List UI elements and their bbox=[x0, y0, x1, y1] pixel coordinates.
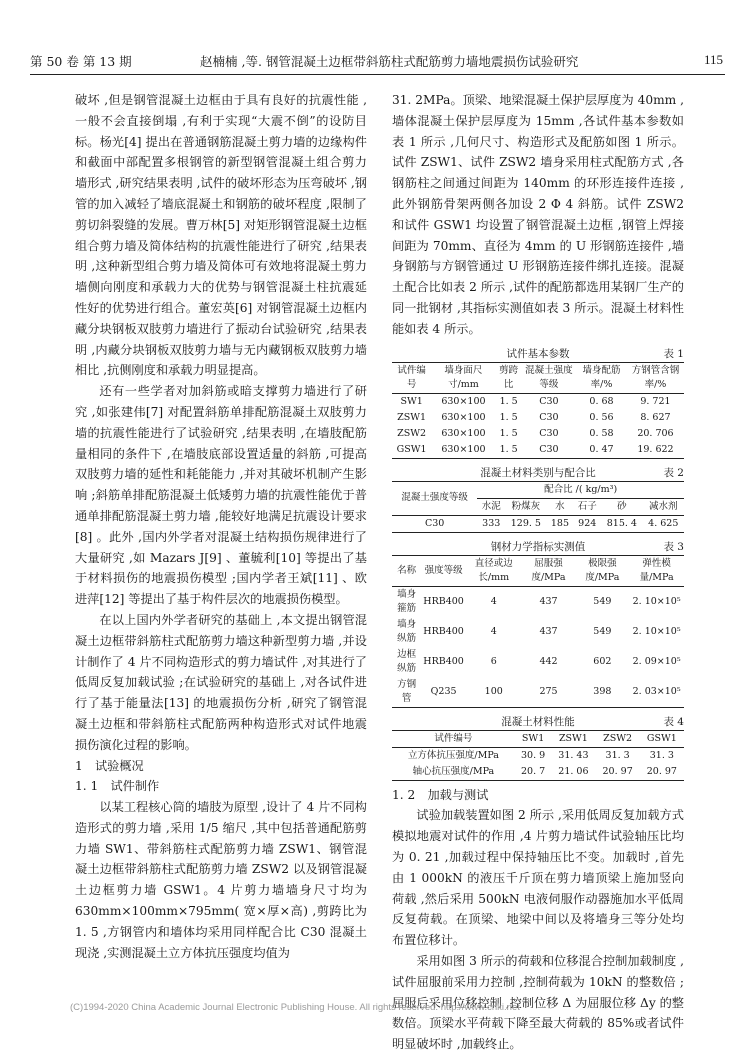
table-header: 混凝土强度等级 bbox=[522, 362, 576, 393]
table-header: SW1 bbox=[515, 730, 551, 747]
table-header: 减水剂 bbox=[643, 498, 684, 515]
table-3 bbox=[392, 539, 684, 708]
page-number: 115 bbox=[703, 52, 723, 67]
table-header: 砂 bbox=[601, 498, 642, 515]
table-header: 粉煤灰 bbox=[505, 498, 546, 515]
left-column bbox=[75, 90, 367, 963]
table-header: ZSW2 bbox=[596, 730, 640, 747]
table-header: 屈服强度/MPa bbox=[522, 555, 576, 586]
body-paragraph: 在以上国内外学者研究的基础上 ,本文提出钢管混凝土边框带斜筋柱式配筋剪力墙这种新型剪力墙 ,并设计制作了 4 片不同构造形式的剪力墙试件 ,对其进行了低周反复加载试验 ;在试验研究的基础上 ,对各试件进行了基于能量法[13] 的地震损伤分析 ,研究了钢管混凝土边框和带斜筋柱式配筋两种构造形式对试件地震损伤演化过程的影响。 bbox=[75, 612, 367, 752]
table-row: C30 333 129. 5 185 924 815. 4 4. 625 bbox=[392, 515, 684, 532]
right-column bbox=[392, 90, 684, 1055]
table-2 bbox=[392, 465, 684, 533]
table-caption: 混凝土材料类别与配合比 表 2 bbox=[480, 466, 684, 479]
body-paragraph: 31. 2MPa。顶梁、地梁混凝土保护层厚度为 40mm ,墙体混凝土保护层厚度为 15mm ,各试件基本参数如表 1 所示 ,几何尺寸、构造形式及配筋如图 1 所示。试件 ZSW1、试件 ZSW2 墙身采用柱式配筋方式 ,各钢筋柱之间通过间距为 140mm 的环形连接件连接 ,此外钢筋骨架两侧各加设 2 Φ 4 斜筋。试件 ZSW2 和试件 GSW1 均设置了钢管混凝土边框 ,钢管上焊接间距为 70mm、直径为 4mm 的 U 形钢筋连接件 ,墙身钢筋与方钢管通过 U 形钢筋连接件绑扎连接。混凝土配合比如表 2 所示 ,试件的配筋都选用某钢厂生产的同一批钢材 ,其指标实测值如表 3 所示。混凝土材料性能如表 4 所示。 bbox=[392, 93, 684, 336]
table-header: GSW1 bbox=[640, 730, 684, 747]
table-1 bbox=[392, 346, 684, 459]
table-header: 石子 bbox=[573, 498, 601, 515]
section-heading: 1 试验概况 bbox=[75, 758, 144, 773]
table-header: 极限强度/MPa bbox=[575, 555, 629, 586]
table-header: 墙身配筋率/% bbox=[576, 362, 627, 393]
table-header: 配合比 /( kg/m³) bbox=[477, 481, 684, 498]
table-header: 直径或边长/mm bbox=[466, 555, 522, 586]
table-header: 水泥 bbox=[477, 498, 505, 515]
body-paragraph: 采用如图 3 所示的荷载和位移混合控制加载制度 ,试件屈服前采用力控制 ,控制荷载为 10kN 的整数倍 ;屈服后采用位移控制 ,控制位移 Δ 为屈服位移 Δy 的整数倍。顶梁水平荷载下降至最大荷载的 85%或者试件明显破坏时 ,加载终止。 bbox=[392, 953, 684, 1052]
body-paragraph: 还有一些学者对加斜筋或暗支撑剪力墙进行了研究 ,如张建伟[7] 对配置斜筋单排配筋混凝土双肢剪力墙的抗震性能进行了试验研究 ,结果表明 ,在墙肢配筋量相同的条件下 ,在墙肢底部设置适量的斜筋 ,可提高双肢剪力墙的延性和耗能能力 ,并对其破坏机制产生影响 ;斜筋单排配筋混凝土低矮剪力墙的抗震性能优于普通单排配筋混凝土剪力墙 ,能较好地满足抗震设计要求[8] 。此外 ,国内外学者对混凝土结构损伤规律进行了大量研究 ,如 Mazars J[9] 、董毓利[10] 等提出了基于材料损伤的地震损伤模型 ;国内学者王斌[11] 、欧进萍[12] 等提出了基于构件层次的地震损伤模型。 bbox=[75, 384, 367, 607]
table-header: 强度等级 bbox=[421, 555, 466, 586]
table-header: 名称 bbox=[392, 555, 421, 586]
table-row: GSW1 630×100 1. 5 C30 0. 47 19. 622 bbox=[396, 443, 674, 455]
table-header: 剪跨比 bbox=[496, 362, 522, 393]
table-header: 弹性模量/MPa bbox=[629, 555, 684, 586]
table-header: 试件编号 bbox=[392, 362, 431, 393]
body-paragraph: 试验加载装置如图 2 所示 ,采用低周反复加载方式模拟地震对试件的作用 ,4 片剪力墙试件试验轴压比均为 0. 21 ,加载过程中保持轴压比不变。加载时 ,首先由 1 000kN 的液压千斤顶在剪力墙顶梁上施加竖向荷载 ,然后采用 500kN 电液伺服作动器施加水平低周反复荷载。在顶梁、地梁中间以及将墙身三等分处均布置位移计。 bbox=[392, 808, 684, 948]
table-row: 边框纵筋 HRB400 6 442 602 2. 09×10⁵ bbox=[397, 648, 681, 674]
table-header: 方钢管含钢率/% bbox=[627, 362, 684, 393]
table-row: 方钢管 Q235 100 275 398 2. 03×10⁵ bbox=[397, 678, 681, 704]
subsection-heading: 1. 2 加载与测试 bbox=[392, 787, 489, 802]
table-row: 立方体抗压强度/MPa 30. 9 31. 43 31. 3 31. 3 bbox=[407, 749, 674, 761]
copyright-footer: (C)1994-2020 China Academic Journal Electronic Publishing House. All rights reserved. http://www.cnki.net bbox=[70, 1002, 520, 1013]
journal-issue: 第 50 卷 第 13 期 bbox=[30, 54, 132, 69]
table-caption: 钢材力学指标实测值 表 3 bbox=[490, 540, 684, 553]
table-caption: 试件基本参数 表 1 bbox=[506, 347, 684, 360]
table-header: 水 bbox=[547, 498, 574, 515]
body-paragraph: 破坏 ,但是钢管混凝土边框由于具有良好的抗震性能 ,一般不会直接倒塌 ,有利于实现“大震不倒”的设防目标。杨光[4] 提出在普通钢筋混凝土剪力墙的边缘构件和截面中部配置多根钢管的新型钢管混凝土组合剪力墙形式 ,研究结果表明 ,试件的破坏形态为压弯破坏 ,钢管的加入减轻了墙底混凝土和钢筋的破坏程度 ,限制了剪切斜裂缝的发展。曹万林[5] 对矩形钢管混凝土边框组合剪力墙及简体结构的抗震性能进行了研究 ,结果表明 ,这种新型组合剪力墙及简体可有效地将混凝土剪力墙侧向刚度和承载力大的优势与钢管混凝土柱抗震延性好的优势进行组合。董宏英[6] 对钢管混凝土边框内藏分块钢板双肢剪力墙进行了振动台试验研究 ,结果表明 ,内藏分块钢板双肢剪力墙与无内藏钢板双肢剪力墙相比 ,抗侧刚度和承载力明显提高。 bbox=[75, 93, 367, 378]
subsection-heading: 1. 1 试件制作 bbox=[75, 779, 160, 794]
table-header: 混凝土强度等级 bbox=[401, 492, 468, 504]
running-header bbox=[30, 50, 725, 75]
body-paragraph: 以某工程核心筒的墙肢为原型 ,设计了 4 片不同构造形式的剪力墙 ,采用 1/5 缩尺 ,其中包括普通配筋剪力墙 SW1、带斜筋柱式配筋剪力墙 ZSW1、钢管混凝土边框带斜筋柱式配筋剪力墙 ZSW2 以及钢管混凝土边框剪力墙 GSW1。4 片剪力墙墙身尺寸均为 630mm×100mm×795mm( 宽×厚×高) ,剪跨比为 1. 5 ,方钢管内和墙体均采用同样配合比 C30 混凝土现浇 ,实测混凝土立方体抗压强度均值为 bbox=[75, 800, 367, 960]
table-row: 墙身箍筋 HRB400 4 437 549 2. 10×10⁵ bbox=[397, 588, 681, 614]
table-row: 轴心抗压强度/MPa 20. 7 21. 06 20. 97 20. 97 bbox=[412, 765, 677, 777]
table-header: ZSW1 bbox=[551, 730, 595, 747]
table-row: SW1 630×100 1. 5 C30 0. 68 9. 721 bbox=[400, 395, 671, 407]
table-header: 试件编号 bbox=[392, 730, 515, 747]
table-row: ZSW2 630×100 1. 5 C30 0. 58 20. 706 bbox=[397, 427, 674, 439]
table-row: 墙身纵筋 HRB400 4 437 549 2. 10×10⁵ bbox=[397, 618, 681, 644]
table-caption: 混凝土材料性能 表 4 bbox=[501, 715, 684, 728]
table-4 bbox=[392, 714, 684, 781]
table-header: 墙身面尺寸/mm bbox=[431, 362, 495, 393]
article-running-title: 赵楠楠 ,等. 钢管混凝土边框带斜筋柱式配筋剪力墙地震损伤试验研究 bbox=[200, 54, 579, 69]
table-row: ZSW1 630×100 1. 5 C30 0. 56 8. 627 bbox=[397, 411, 671, 423]
